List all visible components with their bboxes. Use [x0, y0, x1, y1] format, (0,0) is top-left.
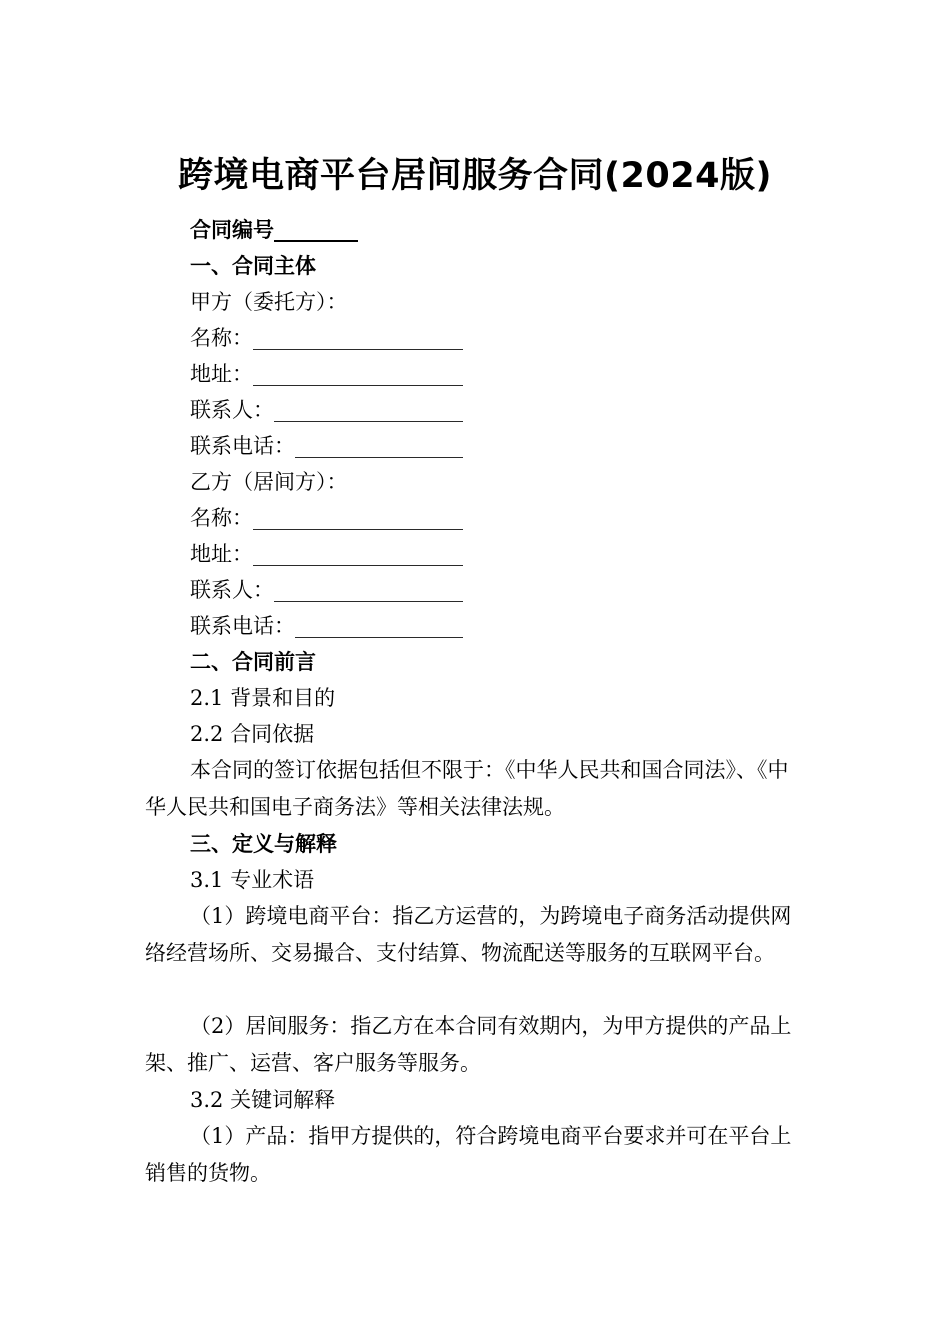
- section-2-1-heading: 2.1 背景和目的: [190, 686, 336, 710]
- party-a-address-field: 地址：____________________: [190, 362, 463, 386]
- party-b-label: 乙方（居间方）：: [190, 470, 348, 494]
- contract-number: 合同编号________: [190, 218, 358, 242]
- term-brokerage-service: （2）居间服务：指乙方在本合同有效期内，为甲方提供的产品上架、推广、运营、客户服务等服务。: [145, 1014, 792, 1075]
- party-a-name-field: 名称：____________________: [190, 326, 463, 350]
- party-a-label: 甲方（委托方）：: [190, 290, 348, 314]
- term-cross-border-platform: （1）跨境电商平台：指乙方运营的，为跨境电子商务活动提供网络经营场所、交易撮合、支付结算、物流配送等服务的互联网平台。: [145, 904, 792, 965]
- section-3-1-heading: 3.1 专业术语: [190, 868, 315, 892]
- party-b-phone-field: 联系电话：________________: [190, 614, 463, 638]
- party-a-contact-field: 联系人：__________________: [190, 398, 463, 422]
- section-3-2-heading: 3.2 关键词解释: [190, 1088, 336, 1112]
- term-product: （1）产品：指甲方提供的，符合跨境电商平台要求并可在平台上销售的货物。: [145, 1124, 792, 1185]
- party-a-phone-field: 联系电话：________________: [190, 434, 463, 458]
- party-b-contact-field: 联系人：__________________: [190, 578, 463, 602]
- section-3-heading: 三、定义与解释: [190, 832, 337, 856]
- contract-basis-paragraph: 本合同的签订依据包括但不限于：《中华人民共和国合同法》、《中华人民共和国电子商务法》等相关法律法规。: [145, 758, 789, 819]
- section-1-heading: 一、合同主体: [190, 254, 316, 278]
- page-title: 跨境电商平台居间服务合同(2024版): [178, 156, 772, 196]
- party-b-name-field: 名称：____________________: [190, 506, 463, 530]
- party-b-address-field: 地址：____________________: [190, 542, 463, 566]
- section-2-2-heading: 2.2 合同依据: [190, 722, 315, 746]
- section-2-heading: 二、合同前言: [190, 650, 316, 674]
